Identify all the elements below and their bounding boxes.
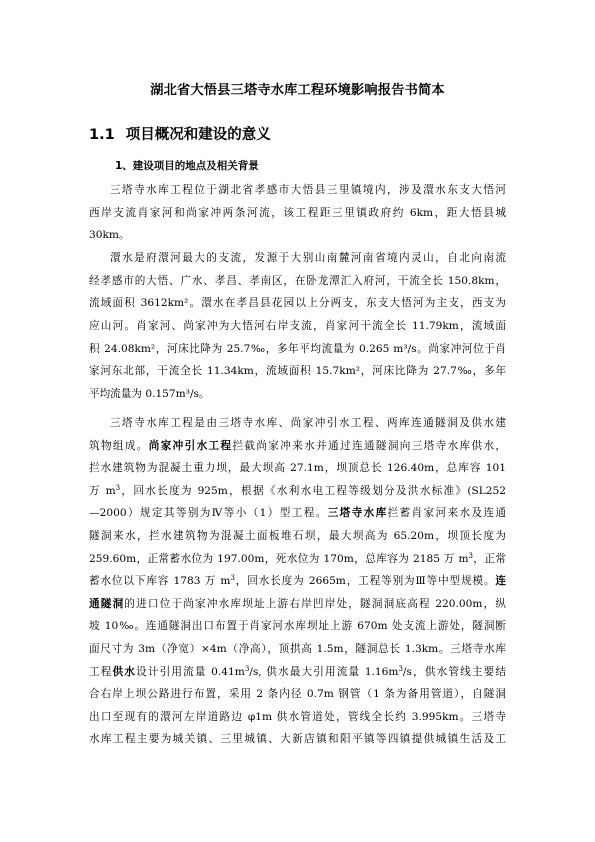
document-title: 湖北省大悟县三塔寺水库工程环境影响报告书简本 bbox=[150, 83, 445, 98]
superscript: 3 bbox=[115, 483, 121, 492]
text-line: 面尺寸为 3m（净宽）×4m（净高），顶拱高 1.5m，隧洞总长 1.3km。三塔寺水库 bbox=[89, 642, 506, 655]
text-line: 拦水建筑物为混凝土重力坝，最大坝高 27.1m，坝顶总长 126.40m，总库容 101 bbox=[89, 462, 506, 475]
text-run: ，回水长度为 2665m，工程等别为Ⅲ等中型规模。 bbox=[234, 575, 496, 588]
text-run: 万 m bbox=[89, 484, 116, 497]
text-line: 合右岸上坝公路进行布置，采用 2 条内径 0.7m 钢管（1 条为备用管道），自隧洞 bbox=[89, 688, 506, 701]
keyword-reservoir: 三塔寺水库 bbox=[327, 507, 388, 520]
text-line: 经孝感市的大悟、广水、孝昌、孝南区，在卧龙潭汇入府河，干流全长 150.8km， bbox=[89, 274, 506, 287]
text-line bbox=[89, 502, 506, 525]
keyword-water-supply: 供水 bbox=[112, 665, 137, 678]
section-label: 项目概况和建设的意义 bbox=[125, 127, 271, 143]
paragraph-tributaries bbox=[89, 315, 506, 405]
text-run: 的进口位于尚家冲水库坝址上游右岸凹岸处，隧洞洞底高程 220.00m，纵 bbox=[124, 597, 506, 610]
text-line: 应山河。肖家河、尚家冲为大悟河右岸支流，肖家河干流全长 11.79km，流域面 bbox=[89, 320, 506, 332]
text-line: 澴水是府澴河最大的支流，发源于大别山南麓河南省境内灵山，自北向南流 bbox=[110, 252, 506, 264]
subsection-heading: 1、建设项目的地点及相关背景 bbox=[115, 160, 259, 172]
text-run: ，回水长度为 925m，根据《水利水电工程等级划分及洪水标准》(SL252 bbox=[120, 484, 506, 497]
text-run: /s，供水管线主要结 bbox=[402, 665, 507, 678]
text-line: 西岸支流肖家河和尚家冲两条河流，该工程距三里镇政府约 6km，距大悟县城 bbox=[89, 206, 506, 219]
text-run: /s, 供水最大引用流量 1.16m bbox=[249, 665, 399, 678]
superscript: 3 bbox=[398, 664, 403, 673]
superscript: 3 bbox=[244, 664, 250, 673]
text-line: 坡 10‰。连通隧洞出口布置于肖家河水库坝址上游 670m 处支流上游处，隧洞断 bbox=[89, 620, 506, 633]
section-heading bbox=[89, 123, 271, 144]
text-line: 30km。 bbox=[89, 229, 130, 242]
text-line: 三塔寺水库工程位于湖北省孝感市大悟县三里镇境内，涉及澴水东支大悟河 bbox=[110, 184, 506, 196]
text-run: ，正常 bbox=[473, 552, 506, 565]
text-line bbox=[89, 435, 506, 458]
text-run: 设计引用流量 0.41m bbox=[136, 665, 245, 678]
section-number: 1.1 bbox=[89, 127, 115, 143]
text-run: 蓄水位以下库容 1783 万 m bbox=[89, 575, 231, 588]
text-line: 隧洞来水，拦水建筑物为混凝土面板堆石坝，最大坝高为 65.20m，坝顶长度为 bbox=[89, 529, 506, 542]
text-line: 三塔寺水库工程是由三塔寺水库、尚家冲引水工程、两库连通隧洞及供水建 bbox=[110, 417, 506, 429]
text-line bbox=[89, 593, 506, 616]
text-run: 工程 bbox=[89, 665, 113, 678]
text-line: 流域面积 3612km²。澴水在孝昌县花园以上分两支，东支大悟河为主支，西支为 bbox=[89, 297, 506, 310]
text-line bbox=[89, 661, 506, 684]
keyword-tunnel: 连 bbox=[495, 575, 507, 588]
text-run: 拦截尚家冲来水并通过连通隧洞向三塔寺水库供水， bbox=[232, 439, 506, 452]
text-run: —2000）规定其等别为Ⅳ等小（1）型工程。 bbox=[89, 507, 328, 520]
text-run: 259.60m，正常蓄水位为 197.00m，死水位为 170m，总库容为 2185 万 m bbox=[89, 552, 469, 565]
paragraph-project bbox=[89, 412, 506, 751]
text-run: 拦蓄肖家河来水及连通 bbox=[387, 507, 506, 520]
text-line: 水库工程主要为城关镇、三里城镇、大新店镇和阳平镇等四镇提供城镇生活及工 bbox=[89, 733, 506, 746]
text-line: 家河东北部，干流全长 11.34km，流域面积 15.7km²，河床比降为 27.7‰，多年 bbox=[89, 365, 506, 378]
paragraph-huanshui bbox=[89, 247, 506, 315]
text-line bbox=[89, 480, 506, 503]
keyword-tunnel: 通隧洞 bbox=[89, 597, 125, 610]
text-line: 平均流量为 0.157m³/s。 bbox=[89, 387, 210, 400]
keyword-diversion: 尚家冲引水工程 bbox=[148, 439, 233, 452]
text-line bbox=[89, 570, 506, 593]
text-line bbox=[89, 548, 506, 571]
superscript: 3 bbox=[230, 574, 235, 583]
superscript: 3 bbox=[468, 551, 473, 560]
text-line: 出口至现有的澴河左岸道路边 φ1m 供水管道处，管线全长约 3.995km。三塔寺 bbox=[89, 710, 506, 723]
paragraph-location bbox=[89, 179, 506, 247]
text-run: 筑物组成。 bbox=[89, 439, 149, 452]
text-line: 积 24.08km²，河床比降为 25.7‰，多年平均流量为 0.265 m³/s。尚家冲河位于肖 bbox=[89, 342, 506, 355]
